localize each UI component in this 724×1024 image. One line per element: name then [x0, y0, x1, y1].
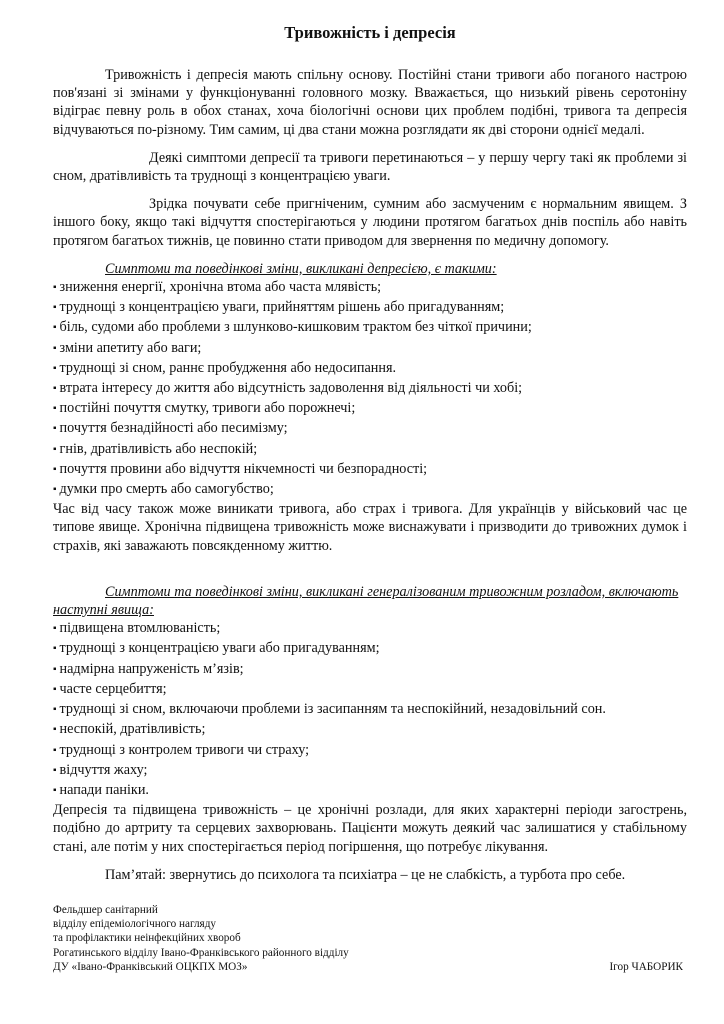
symptom-list-item: [53, 781, 687, 801]
symptom-text: труднощі зі сном, включаючи проблеми із засипанням та неспокійний, незадовільний сон.: [59, 701, 606, 718]
bullet-mark: ▪: [53, 322, 57, 334]
symptom-list-item: [53, 460, 687, 480]
depression-section-title: Симптоми та поведінкові зміни, викликані депресією, є такими:: [105, 260, 497, 277]
signature-name: Ігор ЧАБОРИК: [609, 960, 683, 973]
symptom-list-item: [53, 761, 687, 781]
symptom-list-item: [53, 419, 687, 439]
depression-closing-paragraph: Час від часу також може виникати тривога, або страх і тривога. Для українців у військовий час це типове явище. Хронічна підвищена тривожність може виснажувати і призводити до тривожних думок і страхів, які заважають повсякденному життю.: [53, 501, 687, 554]
bullet-mark: ▪: [53, 383, 57, 395]
anxiety-symptom-list: [53, 619, 687, 801]
anxiety-section-title: Симптоми та поведінкові зміни, викликані генералізованим тривожним розладом, включають наступні явища:: [53, 583, 679, 619]
bullet-mark: ▪: [53, 784, 57, 796]
symptom-text: труднощі з концентрацією уваги або пригадуванням;: [59, 640, 380, 657]
symptom-text: напади паніки.: [59, 781, 149, 798]
intro-paragraph-2: Деякі симптоми депресії та тривоги перетинаються – у першу чергу такі як проблеми зі сном, дратівливість та труднощі з концентрацією уваги.: [53, 149, 687, 185]
symptom-text: біль, судоми або проблеми з шлунково-кишковим трактом без чіткої причини;: [59, 319, 532, 336]
symptom-text: відчуття жаху;: [59, 761, 148, 778]
symptom-text: неспокій, дратівливість;: [59, 721, 206, 738]
symptom-text: думки про смерть або самогубство;: [59, 481, 274, 498]
symptom-list-item: [53, 298, 687, 318]
symptom-text: часте серцебиття;: [59, 680, 167, 697]
symptom-list-item: [53, 639, 687, 659]
bullet-mark: ▪: [53, 302, 57, 314]
signature-line: відділу епідеміологічного нагляду: [53, 918, 216, 931]
symptom-text: зниження енергії, хронічна втома або часта млявість;: [59, 279, 382, 296]
symptom-list-item: [53, 339, 687, 359]
document-title: Тривожність і депресія: [284, 23, 456, 42]
symptom-list-item: [53, 480, 687, 500]
anxiety-closing-paragraph: Депресія та підвищена тривожність – це хронічні розлади, для яких характерні періоди загострень, подібно до артриту та серцевих захворювань. Пацієнти можуть деякий час залишатися у стабільному стані, але потім у них спостерігається період погіршення, що потребує лікування.: [53, 802, 687, 855]
bullet-mark: ▪: [53, 623, 57, 635]
symptom-text: труднощі з концентрацією уваги, прийняттям рішень або пригадуванням;: [59, 299, 505, 316]
bullet-mark: ▪: [53, 764, 57, 776]
symptom-list-item: [53, 619, 687, 639]
symptom-list-item: [53, 680, 687, 700]
intro-paragraph-3: Зрідка почувати себе пригніченим, сумним або засмученим є нормальним явищем. З іншого боку, якщо такі відчуття спостерігаються у людини протягом багатьох днів поспіль або навіть протягом багатьох тижнів, це повинно стати приводом для звернення по медичну допомогу.: [53, 196, 687, 249]
symptom-list-item: [53, 399, 687, 419]
bullet-mark: ▪: [53, 342, 57, 354]
symptom-list-item: [53, 359, 687, 379]
symptom-list-item: [53, 440, 687, 460]
symptom-list-item: [53, 720, 687, 740]
symptom-text: постійні почуття смутку, тривоги або порожнечі;: [59, 400, 356, 417]
bullet-mark: ▪: [53, 643, 57, 655]
symptom-text: труднощі з контролем тривоги чи страху;: [59, 741, 310, 758]
symptom-text: почуття безнадійності або песимізму;: [59, 420, 288, 437]
bullet-mark: ▪: [53, 744, 57, 756]
symptom-list-item: [53, 379, 687, 399]
symptom-text: надмірна напруженість м’язів;: [59, 660, 244, 677]
bullet-mark: ▪: [53, 362, 57, 374]
symptom-text: почуття провини або відчуття нікчемності чи безпорадності;: [59, 460, 428, 477]
intro-paragraph-1: Тривожність і депресія мають спільну основу. Постійні стани тривоги або поганого настрою пов'язані зі змінами у функціонуванні головного мозку. Вважається, що низький рівень серотоніну відіграє певну роль в обох станах, хоча біологічні основи цих проблем подібні, тривога та депресія відчуваються по-різному. Тим самим, ці два стани можна розглядати як дві сторони однієї медалі.: [53, 67, 687, 138]
symptom-list-item: [53, 660, 687, 680]
bullet-mark: ▪: [53, 683, 57, 695]
depression-symptom-list: [53, 278, 687, 500]
symptom-text: гнів, дратівливість або неспокій;: [59, 440, 258, 457]
signature-line: ДУ «Івано-Франківський ОЦКПХ МОЗ»: [53, 960, 248, 973]
symptom-text: втрата інтересу до життя або відсутність задоволення від діяльності чи хобі;: [59, 380, 523, 397]
bullet-mark: ▪: [53, 443, 57, 455]
bullet-mark: ▪: [53, 484, 57, 496]
intro-section: [53, 66, 687, 250]
bullet-mark: ▪: [53, 282, 57, 294]
symptom-text: труднощі зі сном, раннє пробудження або недосипання.: [59, 359, 397, 376]
bullet-mark: ▪: [53, 663, 57, 675]
signature-line: Рогатинського відділу Івано-Франківського районного відділу: [53, 946, 349, 959]
bullet-mark: ▪: [53, 704, 57, 716]
symptom-text: підвищена втомлюваність;: [59, 620, 221, 637]
symptom-list-item: [53, 741, 687, 761]
bullet-mark: ▪: [53, 724, 57, 736]
symptom-list-item: [53, 318, 687, 338]
symptom-list-item: [53, 278, 687, 298]
bullet-mark: ▪: [53, 423, 57, 435]
symptom-list-item: [53, 700, 687, 720]
document-page: [53, 22, 687, 884]
signature-line: та профілактики неінфекційних хвороб: [53, 932, 241, 945]
reminder-text: Пам’ятай: звернутись до психолога та психіатра – це не слабкість, а турбота про себе.: [105, 866, 626, 883]
bullet-mark: ▪: [53, 463, 57, 475]
symptom-text: зміни апетиту або ваги;: [59, 339, 202, 356]
signature-line: Фельдшер санітарний: [53, 904, 158, 916]
signature-block: [53, 903, 687, 974]
bullet-mark: ▪: [53, 403, 57, 415]
section-spacer: [53, 555, 687, 573]
